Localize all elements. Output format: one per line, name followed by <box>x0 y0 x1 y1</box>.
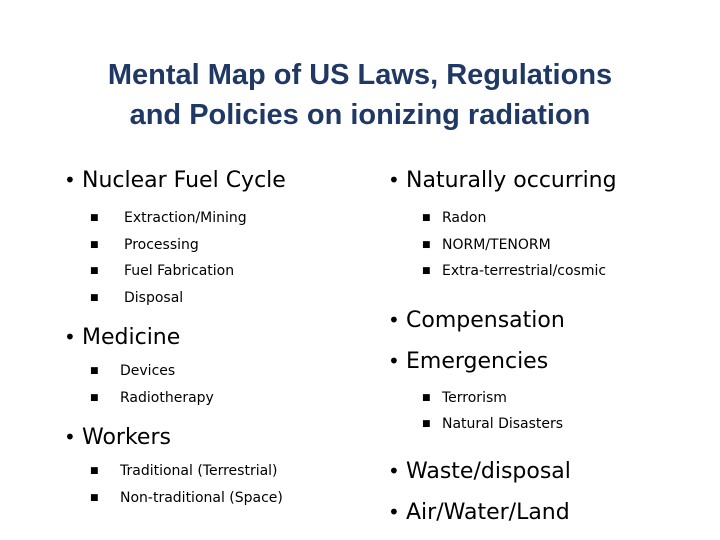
bullet-dot-icon: • <box>388 307 400 332</box>
sub-bullet-label: Disposal <box>124 289 184 306</box>
bullet-dot-icon: • <box>64 425 76 449</box>
bullet-label: Nuclear Fuel Cycle <box>82 168 286 193</box>
bullet-label: Emergencies <box>406 348 549 374</box>
bullet-medicine <box>64 322 364 353</box>
sub-bullet <box>422 412 708 439</box>
bullet-compensation <box>388 300 708 341</box>
sub-bullet <box>422 259 708 286</box>
bullet-dot-icon: • <box>388 168 400 192</box>
square-bullet-icon: ■ <box>90 292 99 303</box>
bullet-label: Waste/disposal <box>406 458 571 484</box>
sub-bullet-label: Fuel Fabrication <box>124 263 235 279</box>
square-bullet-icon: ■ <box>90 213 99 223</box>
square-bullet-icon: ■ <box>90 239 99 250</box>
sub-bullet-label: Extraction/Mining <box>124 210 247 226</box>
sub-bullet-label: Non-traditional (Space) <box>120 489 283 506</box>
square-bullet-icon: ■ <box>422 392 431 403</box>
bullet-label: Air/Water/Land <box>406 499 570 525</box>
bullet-dot-icon: • <box>64 325 76 349</box>
sub-bullet-label: Radon <box>442 210 487 226</box>
sub-bullet <box>90 206 364 233</box>
bullet-waste-disposal <box>388 451 708 492</box>
sub-bullet-label: Natural Disasters <box>442 416 564 432</box>
title-line-1: Mental Map of US Laws, Regulations <box>107 59 613 91</box>
sub-bullet <box>90 386 364 413</box>
bullet-label: Workers <box>82 425 171 450</box>
square-bullet-icon: ■ <box>422 213 431 223</box>
bullet-dot-icon: • <box>388 499 400 524</box>
bullet-emergencies <box>388 341 708 382</box>
sub-bullet <box>90 259 364 286</box>
slide-title <box>40 55 680 135</box>
sub-bullet-label: Extra-terrestrial/cosmic <box>442 263 607 279</box>
bullet-label: Medicine <box>82 325 181 350</box>
sub-bullet-label: Traditional (Terrestrial) <box>120 463 278 479</box>
sub-bullet <box>90 359 364 386</box>
sub-bullet <box>422 206 708 233</box>
bullet-dot-icon: • <box>388 458 400 483</box>
bullet-dot-icon: • <box>64 168 76 192</box>
square-bullet-icon: ■ <box>422 419 431 429</box>
square-bullet-icon: ■ <box>90 392 99 403</box>
sub-bullet-label: Devices <box>120 363 176 379</box>
right-column <box>388 165 708 533</box>
title-line-2: and Policies on ionizing radiation <box>129 99 591 131</box>
sub-bullet <box>422 386 708 413</box>
bullet-workers <box>64 422 364 453</box>
sub-bullet-label: Terrorism <box>442 389 507 406</box>
sub-bullet <box>90 459 364 486</box>
sub-bullet <box>90 486 364 513</box>
sub-bullet-label: Processing <box>124 236 199 253</box>
bullet-naturally-occurring <box>388 165 708 196</box>
bullet-label: Compensation <box>406 307 565 333</box>
square-bullet-icon: ■ <box>422 239 431 250</box>
bullet-dot-icon: • <box>388 348 400 373</box>
sub-bullet <box>90 233 364 260</box>
bullet-nuclear-fuel-cycle <box>64 165 364 196</box>
square-bullet-icon: ■ <box>90 492 99 503</box>
square-bullet-icon: ■ <box>90 266 99 276</box>
sub-bullet <box>90 286 364 313</box>
sub-bullet <box>422 233 708 260</box>
square-bullet-icon: ■ <box>90 366 99 376</box>
square-bullet-icon: ■ <box>90 466 99 476</box>
sub-bullet-label: Radiotherapy <box>120 389 214 406</box>
left-column <box>64 165 364 512</box>
bullet-label: Naturally occurring <box>406 168 617 193</box>
bullet-air-water-land <box>388 492 708 533</box>
square-bullet-icon: ■ <box>422 266 431 276</box>
sub-bullet-label: NORM/TENORM <box>442 236 551 253</box>
